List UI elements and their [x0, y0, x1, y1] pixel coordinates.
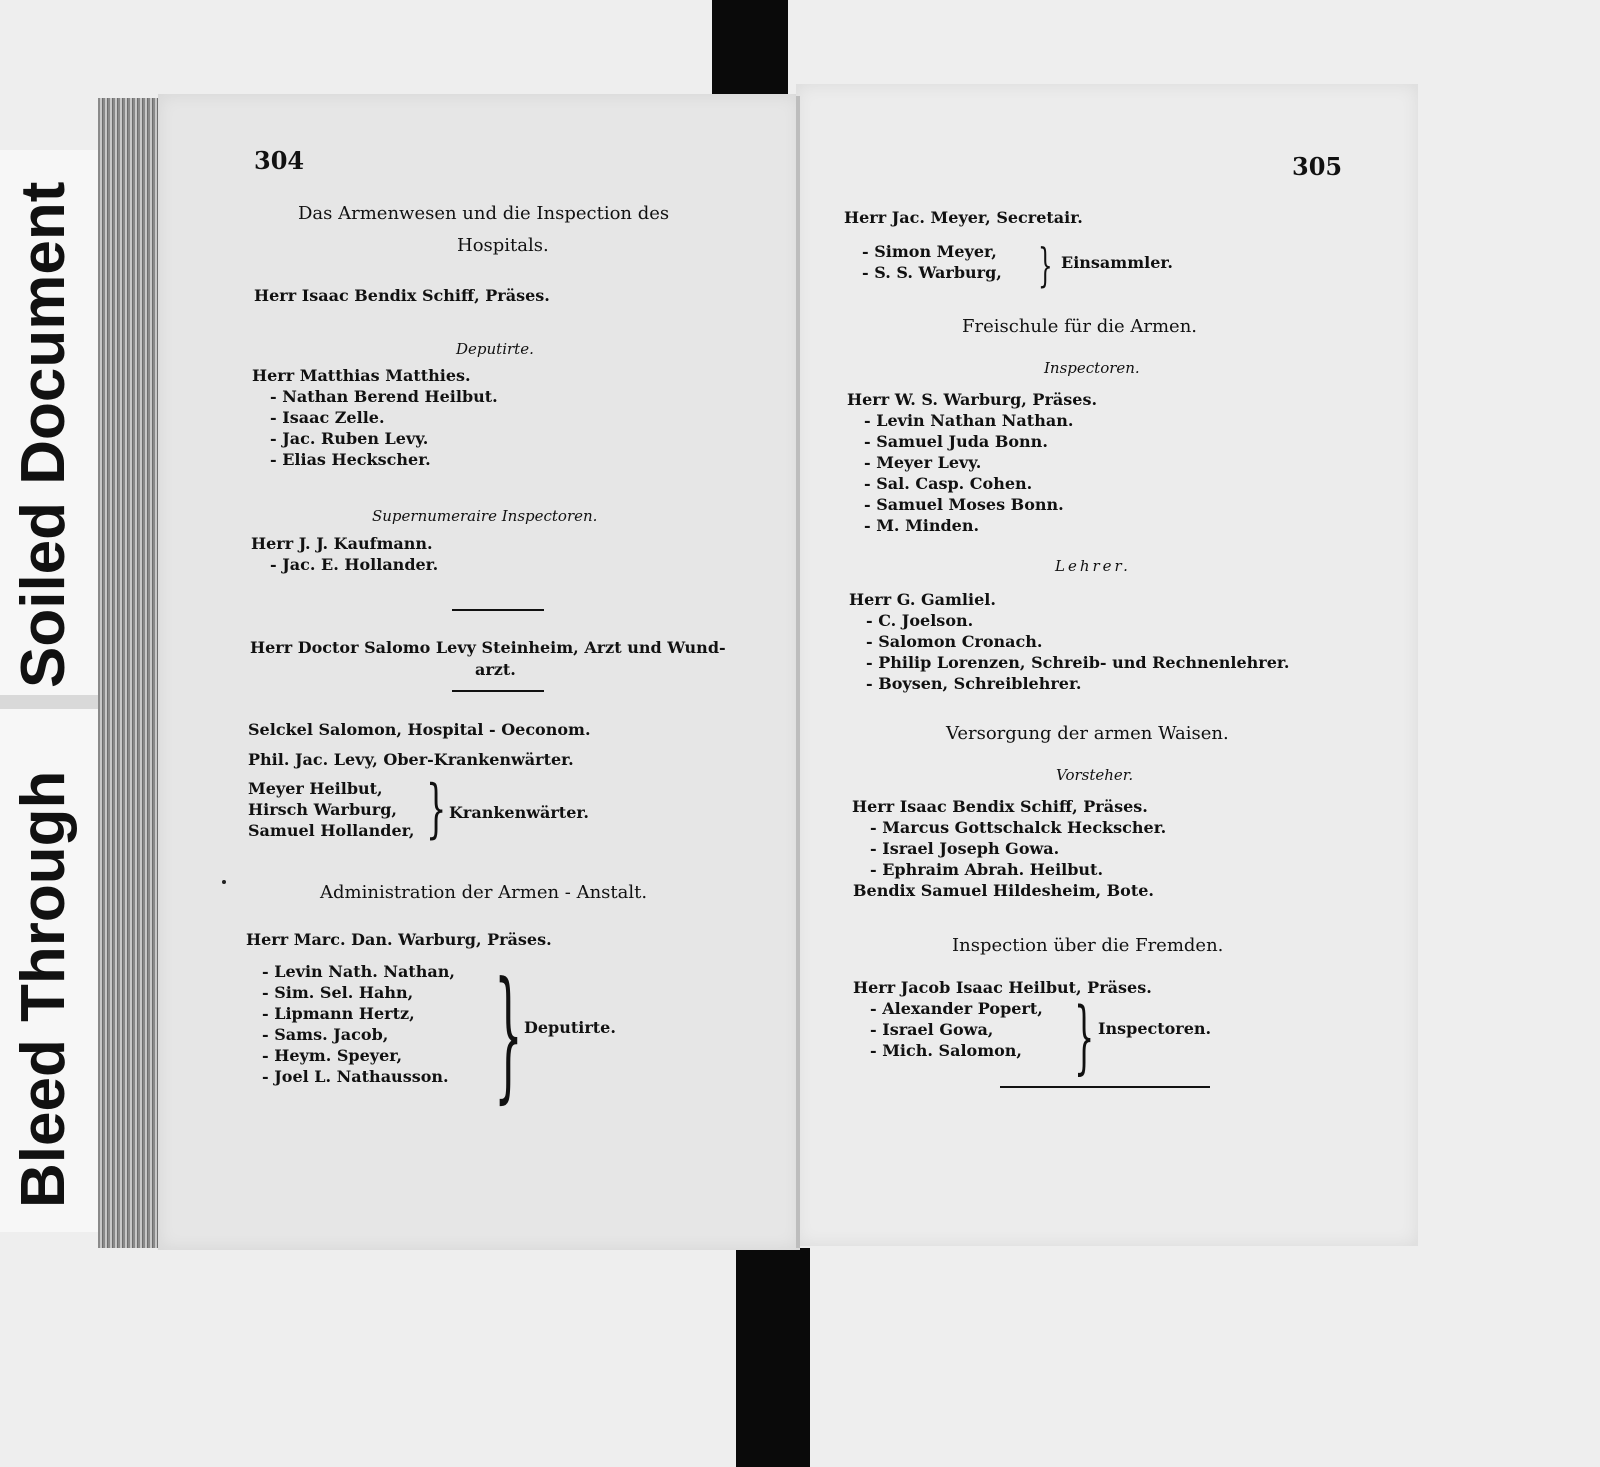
- ink-speck: [222, 880, 226, 884]
- lehrer-heading: Lehrer.: [1055, 557, 1131, 575]
- list-item: - Sim. Sel. Hahn,: [262, 983, 414, 1002]
- fremden-heading: Inspection über die Fremden.: [952, 935, 1224, 956]
- supernumeraire-heading: Supernumeraire Inspectoren.: [372, 507, 598, 525]
- list-item: - Sams. Jacob,: [262, 1025, 389, 1044]
- deputirte-heading: Deputirte.: [456, 340, 534, 358]
- list-item: - Mich. Salomon,: [870, 1041, 1022, 1060]
- fremden-role: Inspectoren.: [1098, 1019, 1212, 1038]
- brace-deputirte: }: [494, 952, 523, 1117]
- gutter-clip-top: [712, 0, 788, 102]
- list-item: Herr Matthias Matthies.: [252, 366, 471, 385]
- list-item: Herr W. S. Warburg, Präses.: [847, 390, 1098, 409]
- list-item: - Philip Lorenzen, Schreib- und Rechnenlehrer.: [866, 653, 1290, 672]
- list-item: - S. S. Warburg,: [862, 263, 1002, 282]
- waisen-heading: Versorgung der armen Waisen.: [946, 723, 1229, 744]
- bleed-through-label: Bleed Through: [9, 770, 78, 1208]
- list-item: - Isaac Zelle.: [270, 408, 385, 427]
- list-item: Herr J. J. Kaufmann.: [251, 534, 433, 553]
- praeses-line: Herr Isaac Bendix Schiff, Präses.: [254, 286, 550, 305]
- list-item: Hirsch Warburg,: [248, 800, 397, 819]
- list-item: - Marcus Gottschalck Heckscher.: [870, 818, 1167, 837]
- list-item: - Elias Heckscher.: [270, 450, 431, 469]
- freischule-heading: Freischule für die Armen.: [962, 316, 1198, 337]
- list-item: - Sal. Casp. Cohen.: [864, 474, 1033, 493]
- section-rule: [452, 690, 544, 692]
- page-number-left: 304: [254, 146, 305, 175]
- list-item: - Salomon Cronach.: [866, 632, 1043, 651]
- list-item: - Simon Meyer,: [862, 242, 997, 261]
- list-item: Meyer Heilbut,: [248, 779, 383, 798]
- book-gutter: [796, 96, 800, 1248]
- section-rule: [1000, 1086, 1210, 1088]
- list-item: - C. Joelson.: [866, 611, 974, 630]
- list-item: - M. Minden.: [864, 516, 980, 535]
- list-item: - Heym. Speyer,: [262, 1046, 403, 1065]
- page-number-right: 305: [1292, 152, 1343, 181]
- list-item: - Israel Joseph Gowa.: [870, 839, 1060, 858]
- brace-einsammler: }: [1038, 238, 1053, 292]
- list-item: - Jac. E. Hollander.: [270, 555, 439, 574]
- list-item: - Samuel Juda Bonn.: [864, 432, 1048, 451]
- section-heading-hospitals: Hospitals.: [457, 235, 549, 256]
- krankenwaerter-role: Krankenwärter.: [449, 803, 589, 822]
- admin-role: Deputirte.: [524, 1018, 616, 1037]
- list-item: - Lipmann Hertz,: [262, 1004, 415, 1023]
- list-item: - Israel Gowa,: [870, 1020, 994, 1039]
- administration-heading: Administration der Armen - Anstalt.: [320, 882, 648, 903]
- gutter-clip-bottom: [736, 1248, 810, 1467]
- list-item: - Samuel Moses Bonn.: [864, 495, 1064, 514]
- list-item: - Nathan Berend Heilbut.: [270, 387, 498, 406]
- list-item: Bendix Samuel Hildesheim, Bote.: [853, 881, 1154, 900]
- arzt-line: Herr Doctor Salomo Levy Steinheim, Arzt und Wund-: [250, 638, 726, 657]
- vorsteher-heading: Vorsteher.: [1056, 766, 1134, 784]
- admin-praeses-line: Herr Marc. Dan. Warburg, Präses.: [246, 930, 552, 949]
- list-item: - Levin Nath. Nathan,: [262, 962, 455, 981]
- brace-krankenwaerter: }: [426, 772, 447, 846]
- list-item: - Meyer Levy.: [864, 453, 982, 472]
- list-item: Samuel Hollander,: [248, 821, 415, 840]
- list-item: - Alexander Popert,: [870, 999, 1043, 1018]
- list-item: Herr G. Gamliel.: [849, 590, 996, 609]
- list-item: - Ephraim Abrah. Heilbut.: [870, 860, 1104, 879]
- arzt-line-continued: arzt.: [475, 660, 516, 679]
- section-heading-armenwesen: Das Armenwesen und die Inspection des: [298, 203, 670, 224]
- list-item: - Joel L. Nathausson.: [262, 1067, 449, 1086]
- ober-krankenwaerter-line: Phil. Jac. Levy, Ober-Krankenwärter.: [248, 750, 574, 769]
- inspectoren-heading: Inspectoren.: [1044, 359, 1140, 377]
- list-item: - Jac. Ruben Levy.: [270, 429, 429, 448]
- fremden-praeses-line: Herr Jacob Isaac Heilbut, Präses.: [853, 978, 1152, 997]
- list-item: Herr Isaac Bendix Schiff, Präses.: [852, 797, 1148, 816]
- list-item: - Boysen, Schreiblehrer.: [866, 674, 1082, 693]
- soiled-document-label: Soiled Document: [9, 181, 78, 688]
- oeconom-line: Selckel Salomon, Hospital - Oeconom.: [248, 720, 591, 739]
- secretair-line: Herr Jac. Meyer, Secretair.: [844, 208, 1083, 227]
- list-item: - Levin Nathan Nathan.: [864, 411, 1074, 430]
- einsammler-role: Einsammler.: [1061, 253, 1173, 272]
- brace-fremden: }: [1074, 990, 1095, 1083]
- section-rule: [452, 609, 544, 611]
